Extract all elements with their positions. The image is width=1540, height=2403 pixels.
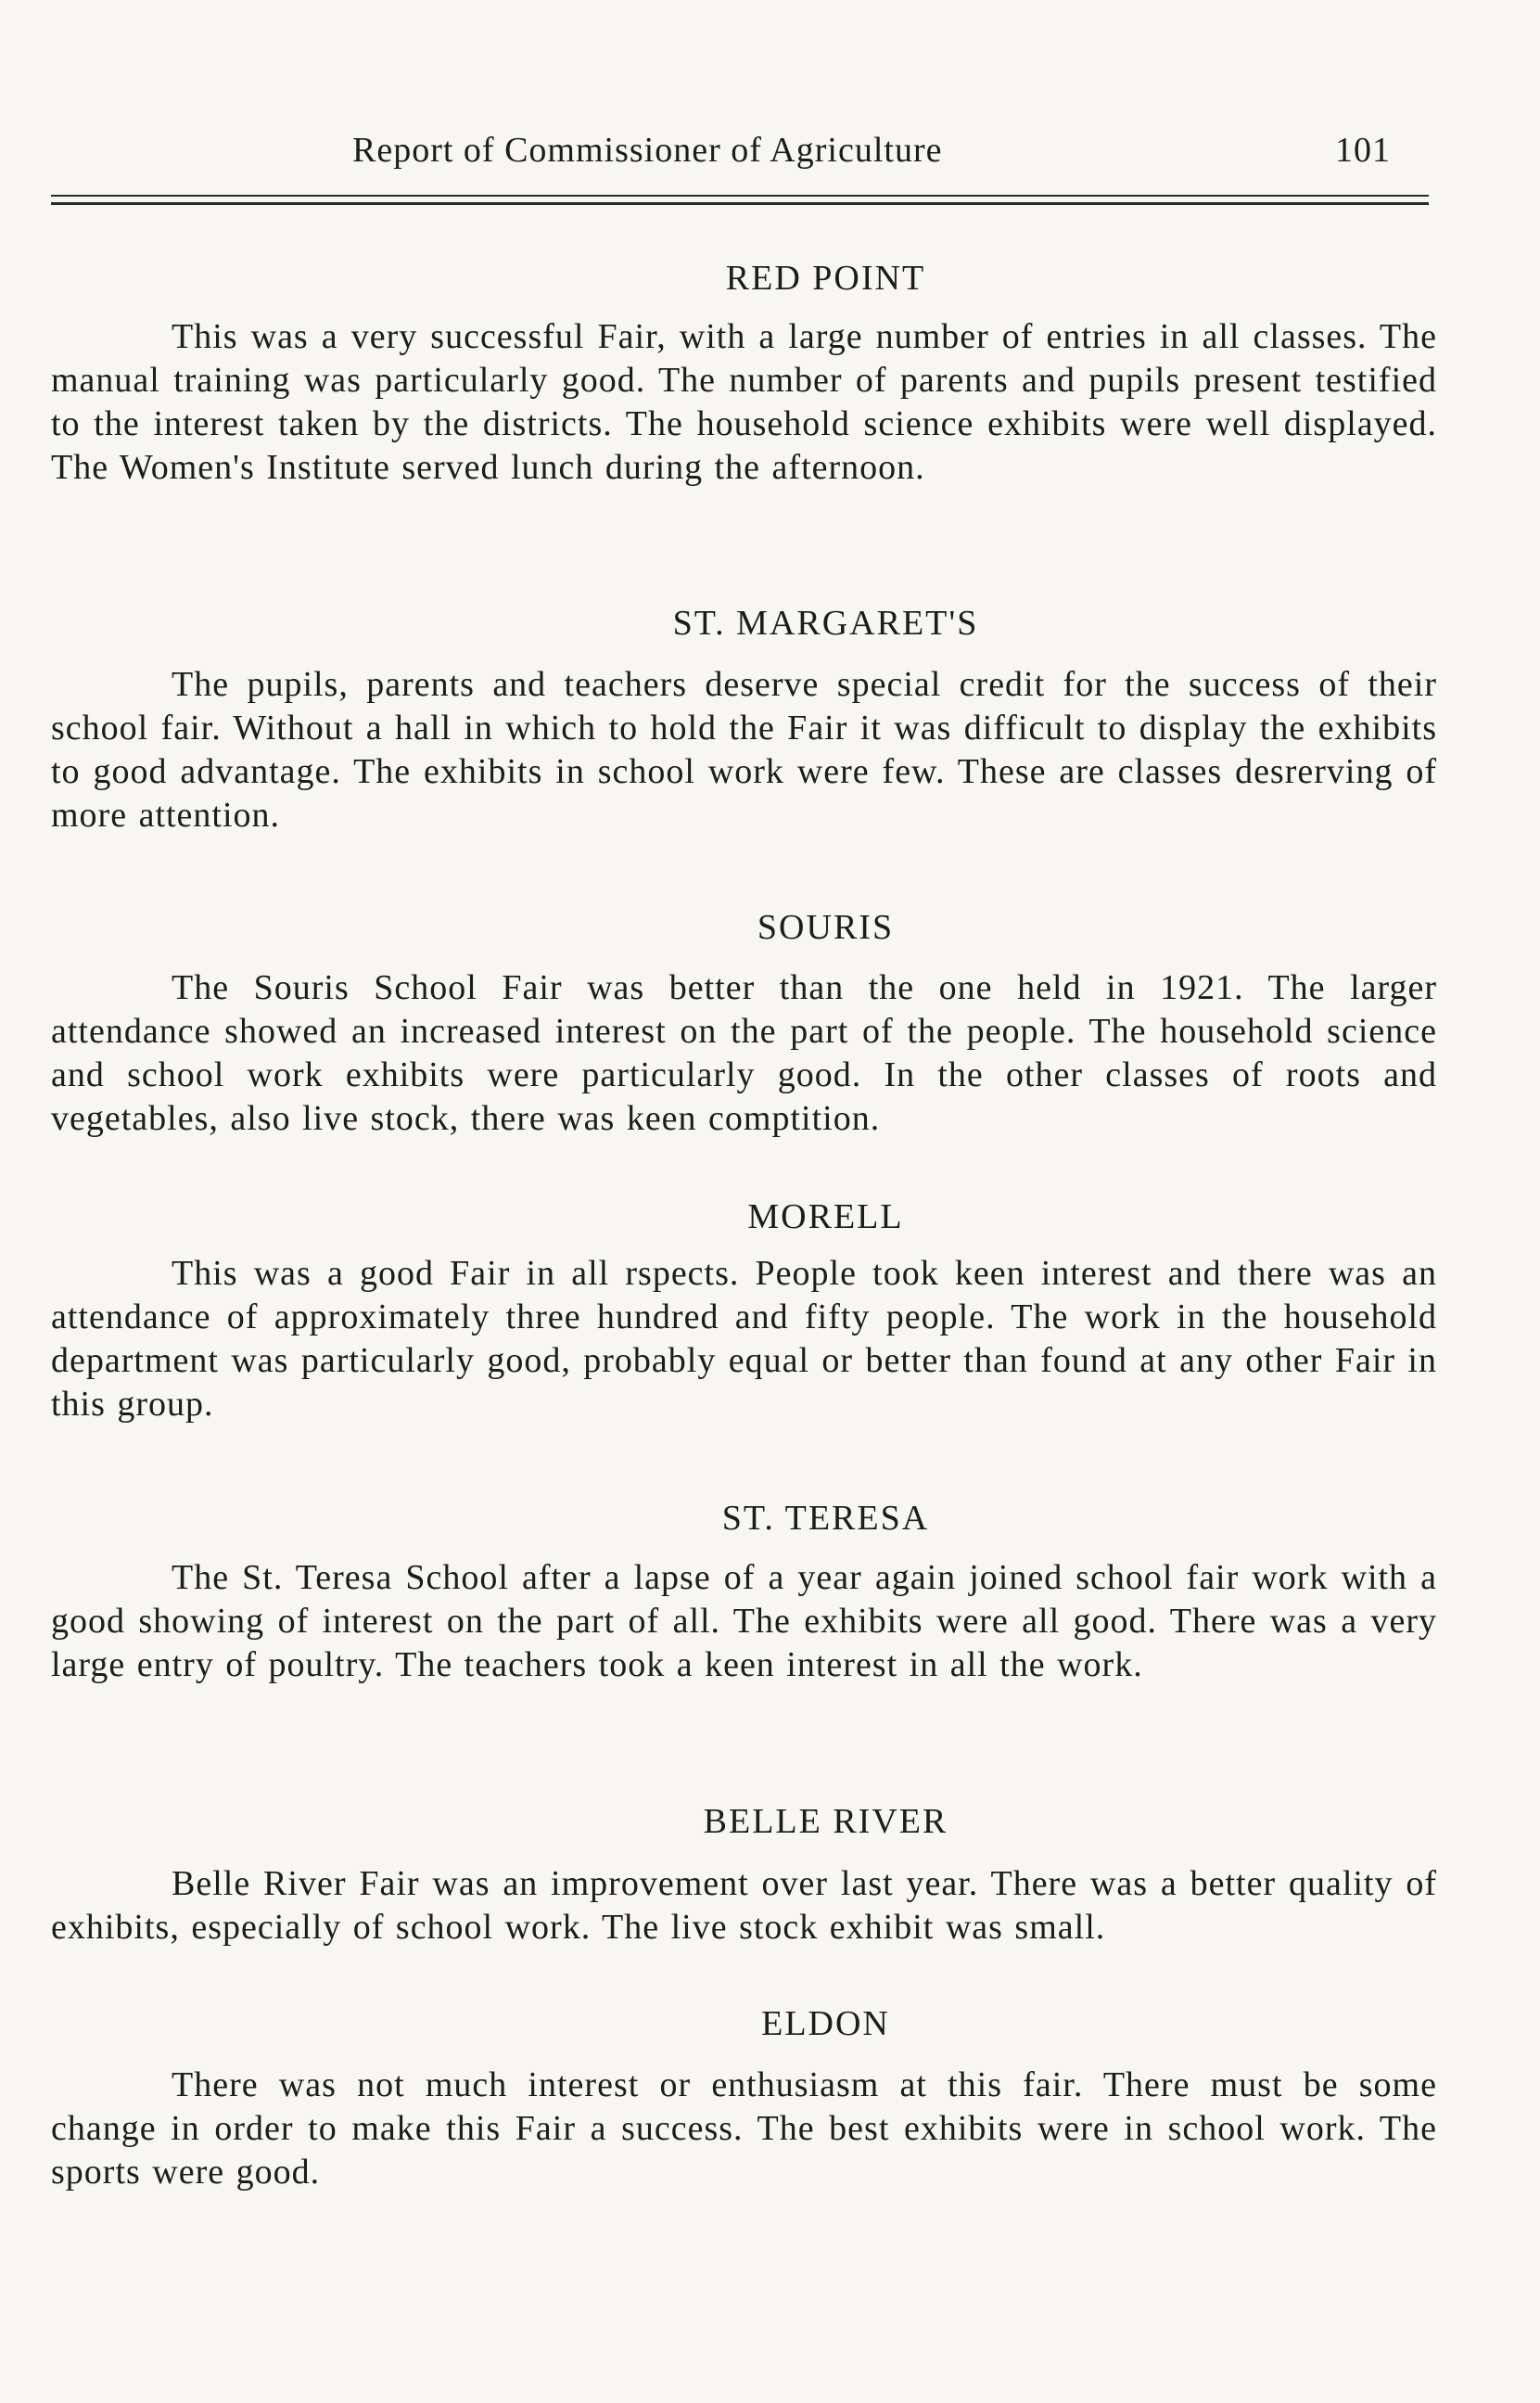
section-heading-st-teresa: ST. TERESA <box>721 1499 930 1538</box>
header-rule-thick <box>51 202 1429 205</box>
section-body-souris: The Souris School Fair was better than the one held in 1921. The larger attendance showed an increased interest on the part of the people. The household science and school work exhibits were particularly good. In the other classes of roots and vegetables, also live stock, there was keen comptition. <box>51 968 1437 1138</box>
section-heading-st-margarets: ST. MARGARET'S <box>672 604 979 643</box>
section-heading-souris: SOURIS <box>757 908 895 947</box>
section-heading-belle-river: BELLE RIVER <box>703 1802 948 1841</box>
running-title: Report of Commissioner of Agriculture <box>352 131 943 170</box>
section-heading-red-point: RED POINT <box>725 259 926 298</box>
section-body-eldon: There was not much interest or enthusiasm at this fair. There must be some change in order to make this Fair a success. The best exhibits were in school work. The sports were good. <box>51 2065 1437 2192</box>
running-head <box>0 130 1540 185</box>
section-heading-eldon: ELDON <box>761 2004 890 2043</box>
section-heading-morell: MORELL <box>747 1197 904 1236</box>
section-body-st-margarets: The pupils, parents and teachers deserve special credit for the success of their school fair. Without a hall in which to hold the Fair it was difficult to display the exhibits to good advantage. The exhibits in school work were few. These are classes desrerving of more attention. <box>51 665 1437 835</box>
section-body-morell: This was a good Fair in all rspects. People took keen interest and there was an attendance of approximately three hundred and fifty people. The work in the household department was particularly good, probably equal or better than found at any other Fair in this group. <box>51 1254 1437 1424</box>
section-body-red-point: This was a very successful Fair, with a large number of entries in all classes. The manual training was particularly good. The number of parents and pupils present testified to the interest taken by the districts. The household science exhibits were well displayed. The Women's Institute served lunch during the afternoon. <box>51 317 1437 487</box>
header-rule-thin <box>51 195 1429 197</box>
section-body-st-teresa: The St. Teresa School after a lapse of a year again joined school fair work with a good showing of interest on the part of all. The exhibits were all good. There was a very large entry of poultry. The teachers took a keen interest in all the work. <box>51 1558 1437 1684</box>
page-number: 101 <box>1335 131 1391 170</box>
section-body-belle-river: Belle River Fair was an improvement over last year. There was a better quality of exhibits, especially of school work. The live stock exhibit was small. <box>51 1864 1437 1947</box>
